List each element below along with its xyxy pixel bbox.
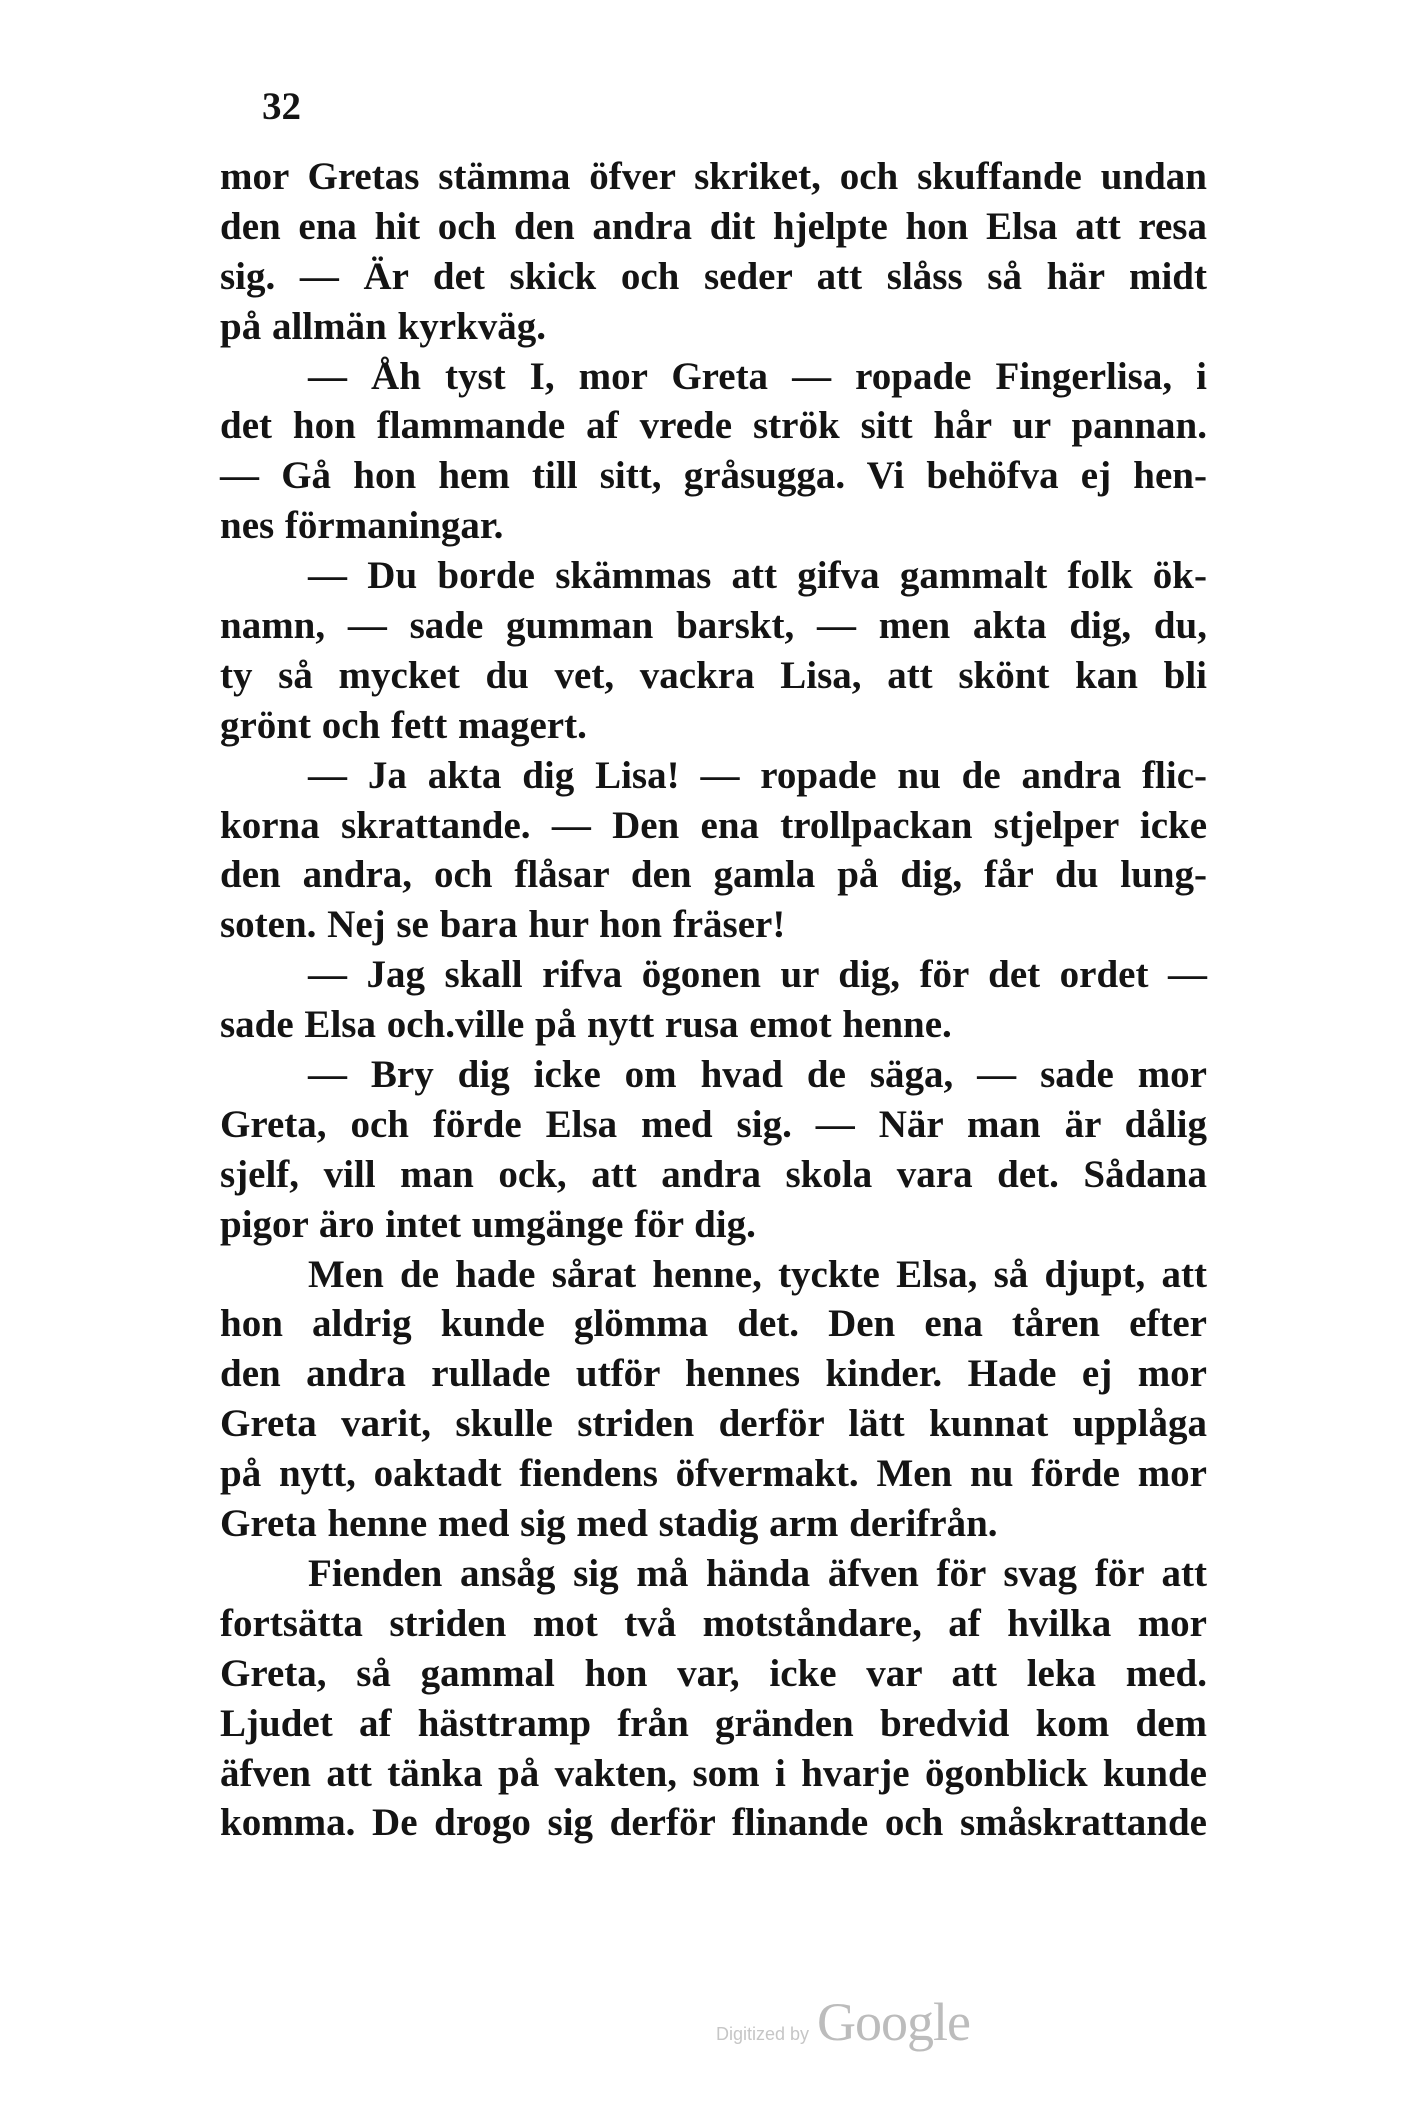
text-line: det hon flammande af vrede strök sitt hår ur pannan. — [220, 404, 1207, 448]
text-line: Men de hade sårat henne, tyckte Elsa, så djupt, att — [308, 1252, 1207, 1296]
digitized-by-label: Digitized by — [716, 2024, 810, 2044]
text-line: grönt och fett magert. — [220, 703, 587, 747]
text-line: — Ja akta dig Lisa! — ropade nu de andra flic- — [308, 753, 1207, 797]
text-line: Greta henne med sig med stadig arm derifrån. — [220, 1502, 998, 1546]
text-line: mor Gretas stämma öfver skriket, och skuffande undan — [220, 155, 1207, 198]
text-line: namn, — sade gumman barskt, — men akta dig, du, — [220, 604, 1207, 648]
page-number: 32 — [262, 85, 301, 128]
paragraph — [220, 352, 1207, 552]
text-line: nes förmaningar. — [220, 504, 504, 548]
body-text — [220, 152, 1207, 1848]
digitization-watermark — [716, 1992, 971, 2060]
text-line: på allmän kyrkväg. — [220, 304, 546, 348]
text-line: den andra rullade utför hennes kinder. Hade ej mor — [220, 1352, 1207, 1396]
text-line: fortsätta striden mot två motståndare, af hvilka mor — [220, 1601, 1207, 1645]
text-line: den ena hit och den andra dit hjelpte hon Elsa att resa — [220, 204, 1207, 248]
text-line: — Bry dig icke om hvad de säga, — sade mor — [308, 1053, 1207, 1097]
google-logo: Google — [817, 1992, 971, 2052]
text-line: — Åh tyst I, mor Greta — ropade Fingerlisa, i — [308, 354, 1207, 398]
text-line: Greta, så gammal hon var, icke var att leka med. — [220, 1651, 1207, 1695]
text-line: soten. Nej se bara hur hon fräser! — [220, 903, 786, 947]
paragraph — [220, 1250, 1207, 1549]
text-line: Ljudet af hästtramp från gränden bredvid kom dem — [220, 1701, 1207, 1745]
text-line: på nytt, oaktadt fiendens öfvermakt. Men nu förde mor — [220, 1452, 1207, 1496]
paragraph — [220, 551, 1207, 751]
paragraph — [220, 1549, 1207, 1848]
paragraph — [220, 152, 1207, 352]
paragraph — [220, 1050, 1207, 1250]
text-line: sade Elsa och.ville på nytt rusa emot henne. — [220, 1003, 952, 1047]
text-line: sig. — Är det skick och seder att slåss så här midt — [220, 254, 1207, 298]
paragraph — [220, 950, 1207, 1050]
text-line: ty så mycket du vet, vackra Lisa, att skönt kan bli — [220, 653, 1207, 697]
text-line: hon aldrig kunde glömma det. Den ena tåren efter — [220, 1302, 1207, 1346]
text-line: den andra, och flåsar den gamla på dig, får du lung- — [220, 853, 1207, 897]
text-line: Greta, och förde Elsa med sig. — När man är dålig — [220, 1102, 1207, 1146]
text-line: sjelf, vill man ock, att andra skola vara det. Sådana — [220, 1152, 1207, 1196]
text-line: korna skrattande. — Den ena trollpackan stjelper icke — [220, 803, 1207, 847]
text-line: Fienden ansåg sig må hända äfven för svag för att — [308, 1551, 1207, 1595]
text-line: komma. De drogo sig derför flinande och småskrattande — [220, 1801, 1207, 1845]
text-line: — Du borde skämmas att gifva gammalt folk ök- — [308, 554, 1207, 598]
text-line: pigor äro intet umgänge för dig. — [220, 1202, 756, 1246]
paragraph — [220, 751, 1207, 951]
text-line: Greta varit, skulle striden derför lätt kunnat upplåga — [220, 1402, 1207, 1446]
text-line: — Jag skall rifva ögonen ur dig, för det ordet — — [308, 953, 1207, 997]
text-line: — Gå hon hem till sitt, gråsugga. Vi behöfva ej hen- — [220, 454, 1207, 498]
text-line: äfven att tänka på vakten, som i hvarje ögonblick kunde — [220, 1751, 1207, 1795]
